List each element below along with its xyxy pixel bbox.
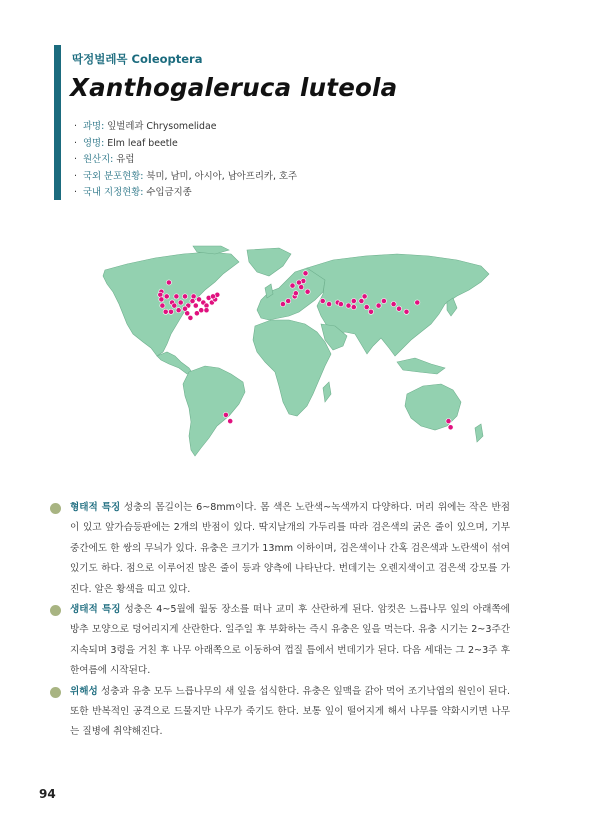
distribution-marker bbox=[159, 297, 164, 302]
distribution-marker bbox=[163, 309, 168, 314]
info-value: 북미, 남미, 아시아, 남아프리카, 호주 bbox=[143, 170, 298, 182]
distribution-marker bbox=[296, 280, 301, 285]
info-item-domestic-status: · 국내 지정현황: 수입금지종 bbox=[74, 187, 192, 199]
landmasses bbox=[103, 246, 489, 456]
distribution-marker bbox=[362, 294, 367, 299]
distribution-marker bbox=[404, 309, 409, 314]
order-label: 딱정벌레목 Coleoptera bbox=[72, 52, 203, 66]
distribution-marker bbox=[376, 303, 381, 308]
distribution-marker bbox=[168, 309, 173, 314]
distribution-marker bbox=[351, 305, 356, 310]
species-scientific-name: Xanthogaleruca luteola bbox=[70, 73, 398, 102]
distribution-marker bbox=[391, 302, 396, 307]
info-item-english-name: · 영명: Elm leaf beetle bbox=[74, 137, 178, 149]
bullet-dot bbox=[50, 687, 61, 698]
bullet-dot bbox=[50, 605, 61, 616]
info-key: 국내 지정현황: bbox=[82, 187, 144, 199]
info-key: 과명: bbox=[82, 121, 105, 132]
info-value: 유럽 bbox=[113, 154, 135, 166]
paragraph-morphology bbox=[48, 498, 510, 600]
distribution-marker bbox=[174, 294, 179, 299]
info-item-family: · 과명: 잎벌레과 Chrysomelidae bbox=[74, 121, 217, 132]
paragraph-ecology bbox=[48, 600, 510, 682]
distribution-marker bbox=[351, 298, 356, 303]
info-value: 잎벌레과 Chrysomelidae bbox=[104, 121, 217, 132]
distribution-marker bbox=[178, 300, 183, 305]
distribution-marker bbox=[305, 289, 310, 294]
distribution-marker bbox=[303, 271, 308, 276]
distribution-marker bbox=[293, 291, 298, 296]
paragraph-harmfulness bbox=[48, 682, 510, 743]
distribution-marker bbox=[368, 309, 373, 314]
distribution-marker bbox=[338, 302, 343, 307]
africa bbox=[253, 320, 331, 416]
info-item-origin: · 원산지: 유럽 bbox=[74, 154, 135, 166]
info-value: 수입금지종 bbox=[143, 187, 192, 199]
paragraph-text: 성충의 몸길이는 6~8mm이다. 몸 색은 노란색~녹색까지 다양하다. 머리 위에는 작은 반점이 있고 앞가슴등판에는 2개의 반점이 있다. 딱지날개의 가두리를 따라 검은색의 굵은 줄이 있으며, 기부 중간에도 한 쌍의 무늬가 있다. 유충은 크기가 13mm 이하이며, 검은색이나 간혹 검은색과 노란색이 섞여 있기도 하다. 점으로 이루어진 많은 줄이 등과 양측에 나타난다. 번데기는 오렌지색이고 검은색 강모를 가진다. 알은 황색을 띠고 있다. bbox=[70, 502, 510, 595]
distribution-marker bbox=[164, 294, 169, 299]
distribution-marker bbox=[286, 298, 291, 303]
paragraph-text: 성충과 유충 모두 느릅나무의 새 잎을 섭식한다. 유충은 잎맥을 갉아 먹어 조기낙엽의 원인이 된다. 또한 반복적인 공격으로 드물지만 나무가 죽기도 한다. 보통 잎이 떨어지게 해서 나무를 약화시키면 나무는 질병에 취약해진다. bbox=[70, 685, 510, 738]
distribution-marker bbox=[210, 294, 215, 299]
distribution-world-map bbox=[97, 244, 492, 464]
paragraph-label: 생태적 특징 bbox=[70, 604, 121, 616]
distribution-marker bbox=[290, 283, 295, 288]
distribution-marker bbox=[228, 419, 233, 424]
distribution-marker bbox=[280, 302, 285, 307]
distribution-marker bbox=[359, 298, 364, 303]
distribution-marker bbox=[172, 303, 177, 308]
distribution-marker bbox=[327, 302, 332, 307]
southeast-asia-islands bbox=[397, 358, 445, 374]
distribution-marker bbox=[396, 306, 401, 311]
paragraph-label: 위해성 bbox=[70, 685, 98, 697]
madagascar bbox=[323, 382, 331, 402]
paragraph-label: 형태적 특징 bbox=[70, 502, 121, 513]
distribution-marker bbox=[160, 303, 165, 308]
info-key: 영명: bbox=[82, 137, 105, 149]
distribution-marker bbox=[381, 298, 386, 303]
distribution-marker bbox=[320, 298, 325, 303]
title-accent-bar bbox=[54, 45, 61, 200]
distribution-marker bbox=[446, 419, 451, 424]
species-info-list bbox=[74, 119, 297, 202]
distribution-marker bbox=[176, 308, 181, 313]
central-america bbox=[157, 352, 193, 374]
distribution-marker bbox=[193, 303, 198, 308]
info-key: 국외 분포현황: bbox=[82, 170, 144, 182]
info-key: 원산지: bbox=[82, 154, 114, 166]
bullet-dot bbox=[50, 503, 61, 514]
info-item-foreign-distribution: · 국외 분포현황: 북미, 남미, 아시아, 남아프리카, 호주 bbox=[74, 170, 298, 182]
distribution-marker bbox=[415, 300, 420, 305]
japan bbox=[447, 298, 457, 316]
distribution-marker bbox=[346, 303, 351, 308]
distribution-marker bbox=[204, 308, 209, 313]
description-section bbox=[48, 498, 510, 743]
page-number: 94 bbox=[39, 787, 56, 801]
distribution-marker bbox=[182, 306, 187, 311]
new-zealand bbox=[475, 424, 483, 442]
greenland bbox=[247, 248, 291, 276]
distribution-marker bbox=[188, 315, 193, 320]
distribution-marker bbox=[194, 311, 199, 316]
distribution-marker bbox=[364, 305, 369, 310]
distribution-marker bbox=[182, 294, 187, 299]
distribution-marker bbox=[448, 425, 453, 430]
south-america bbox=[183, 366, 245, 456]
paragraph-text: 성충은 4~5월에 월동 장소를 떠나 교미 후 산란하게 된다. 암컷은 느릅나무 잎의 아래쪽에 방추 모양으로 덩어리지게 산란한다. 일주일 후 부화하는 즉시 유충은 잎을 먹는다. 유충 시기는 2~3주간 지속되며 3령을 거친 후 나무 아래쪽으로 이동하여 껍질 틈에서 번데기가 된다. 다음 세대는 그 2~3주 후 한여름에 시작된다. bbox=[70, 604, 510, 677]
info-value: Elm leaf beetle bbox=[104, 137, 178, 149]
distribution-marker bbox=[190, 298, 195, 303]
distribution-marker bbox=[166, 280, 171, 285]
australia bbox=[405, 384, 461, 430]
distribution-marker bbox=[223, 412, 228, 417]
